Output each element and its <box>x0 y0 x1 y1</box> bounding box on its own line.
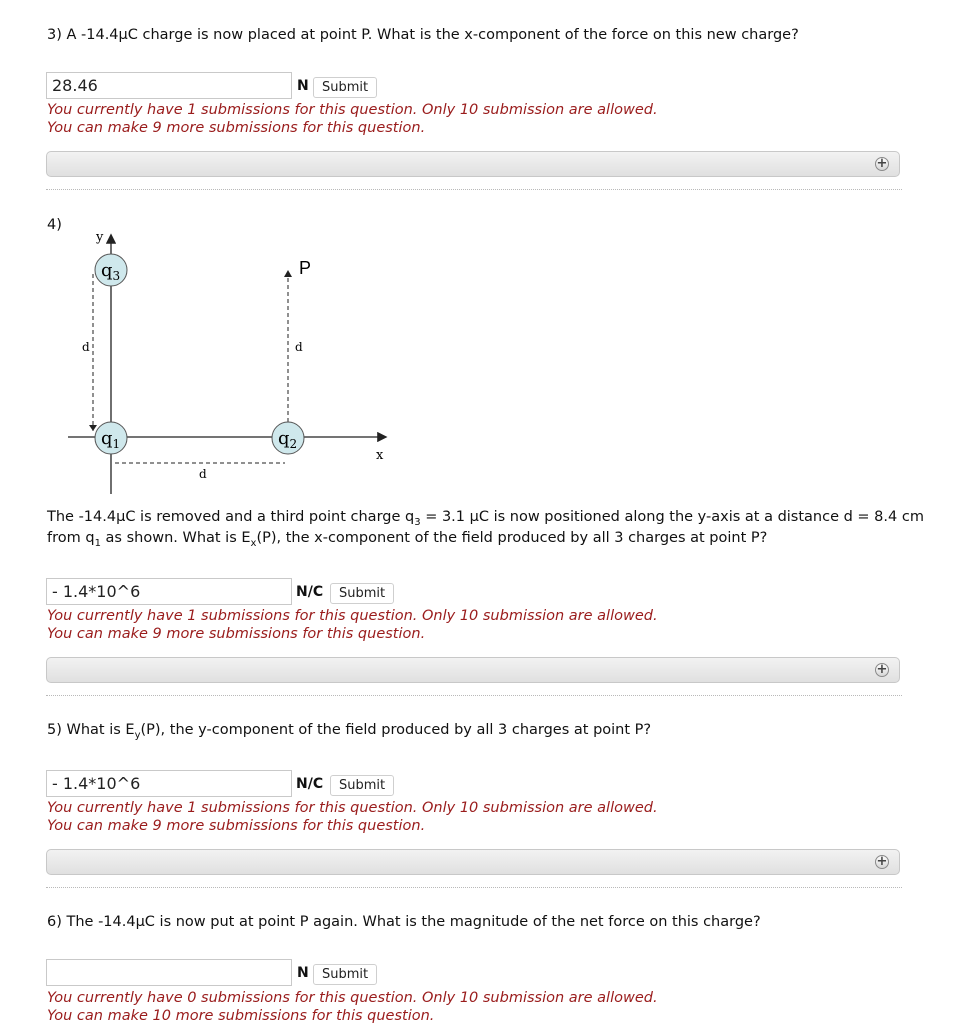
q3-submission-count: You currently have 1 submissions for this question. Only 10 submission are allowed. <box>47 102 658 118</box>
divider <box>46 887 902 888</box>
plus-circle-icon[interactable]: + <box>876 662 888 677</box>
q5-unit: N/C <box>296 776 324 792</box>
q6-submit-button[interactable]: Submit <box>313 964 377 985</box>
q4-number: 4) <box>47 217 62 233</box>
q3-remaining-submissions: You can make 9 more submissions for this question. <box>47 120 426 136</box>
point-p-label: P <box>299 258 312 278</box>
q5-answer-input[interactable] <box>46 770 292 797</box>
q6-remaining-submissions: You can make 10 more submissions for this question. <box>47 1008 435 1024</box>
q5-remaining-submissions: You can make 9 more submissions for this question. <box>47 818 426 834</box>
q3-expand-bar[interactable] <box>46 151 900 177</box>
q6-unit: N <box>297 965 309 981</box>
plus-circle-icon[interactable]: + <box>876 854 888 869</box>
d-right-label: d <box>295 340 303 354</box>
q6-prompt: 6) The -14.4μC is now put at point P again. What is the magnitude of the net force on this charge? <box>47 914 761 930</box>
d-left-label: d <box>82 340 90 354</box>
point-p-arrow <box>284 270 292 277</box>
q4-submit-button[interactable]: Submit <box>330 583 394 604</box>
divider <box>46 695 902 696</box>
q3-prompt: 3) A -14.4μC charge is now placed at point P. What is the x-component of the force on this new charge? <box>47 27 799 43</box>
q5-submission-count: You currently have 1 submissions for this question. Only 10 submission are allowed. <box>47 800 658 816</box>
q2-label: $q_2$ <box>278 428 298 451</box>
q5-submit-button[interactable]: Submit <box>330 775 394 796</box>
x-axis-label: x <box>376 448 384 463</box>
q3-submit-button[interactable]: Submit <box>313 77 377 98</box>
q4-submission-count: You currently have 1 submissions for this question. Only 10 submission are allowed. <box>47 608 658 624</box>
q4-charge-diagram <box>60 226 410 498</box>
q3-answer-input[interactable] <box>46 72 292 99</box>
q4-prompt-line1: The -14.4μC is removed and a third point charge $q_3 = 3.1$ μC is now positioned along the y-axis at a distance d = 8.4 cm <box>47 509 924 528</box>
divider <box>46 189 902 190</box>
q4-prompt-line2: from $q_1$ as shown. What is $E_x(P)$, the x-component of the field produced by all 3 charges at point P? <box>47 530 768 549</box>
d-bottom-label: d <box>199 467 207 481</box>
q6-submission-count: You currently have 0 submissions for this question. Only 10 submission are allowed. <box>47 990 658 1006</box>
q3-unit: N <box>297 78 309 94</box>
q5-expand-bar[interactable] <box>46 849 900 875</box>
q6-answer-input[interactable] <box>46 959 292 986</box>
q3-label: $q_3$ <box>101 260 121 283</box>
y-axis-label: y <box>96 230 104 245</box>
q4-remaining-submissions: You can make 9 more submissions for this question. <box>47 626 426 642</box>
q4-expand-bar[interactable] <box>46 657 900 683</box>
plus-circle-icon[interactable]: + <box>876 156 888 171</box>
q5-prompt: 5) What is $E_y(P)$, the y-component of the field produced by all 3 charges at point P? <box>47 722 652 741</box>
q4-answer-input[interactable] <box>46 578 292 605</box>
q1-label: $q_1$ <box>101 428 121 451</box>
q4-unit: N/C <box>296 584 324 600</box>
